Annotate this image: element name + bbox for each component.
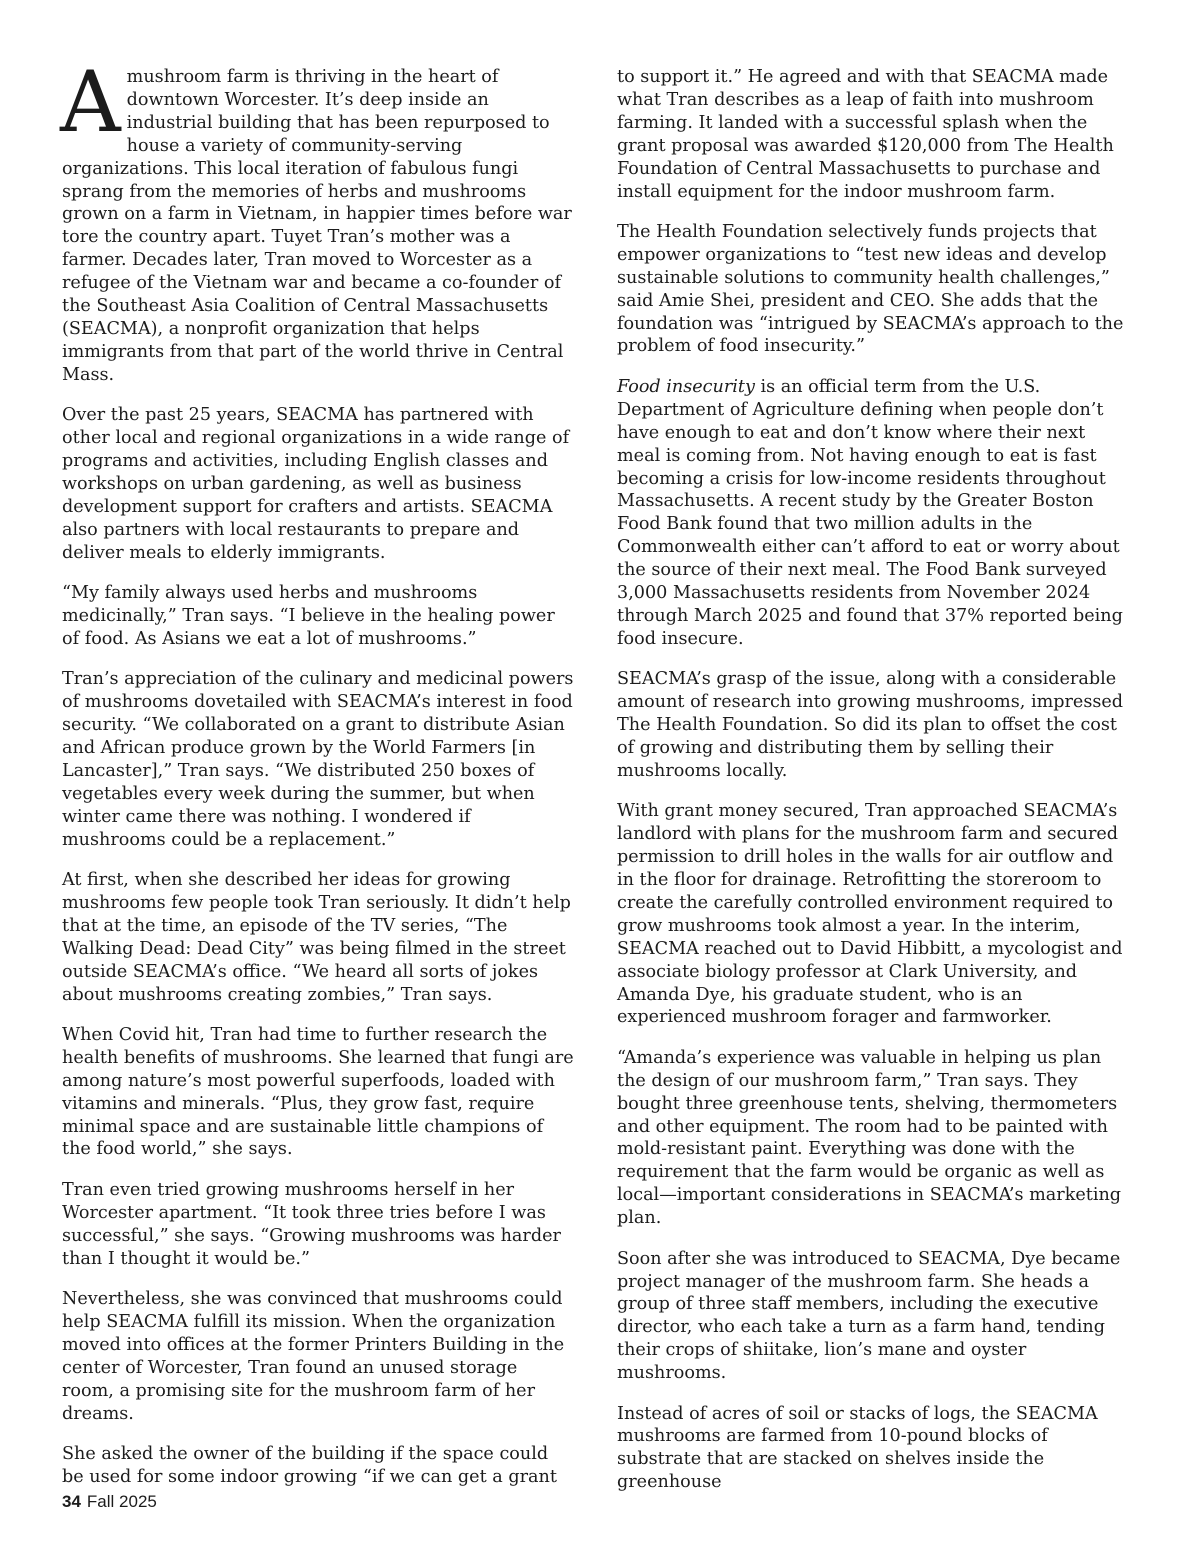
drop-cap: A: [60, 53, 121, 151]
italic-term: Food insecurity: [617, 376, 755, 397]
paragraph-text: is an official term from the U.S. Department of Agriculture defining when people don’t have enough to eat and don’t know where their next meal is coming from. Not having enough to eat is fast becoming a crisis for low-income residents throughout Massachusetts. A recent study by the Greater Boston Food Bank found that two million adults in the Commonwealth either can’t afford to eat or worry about the source of their next meal. The Food Bank surveyed 3,000 Massachusetts residents from November 2024 through March 2025 and found that 37% reported being food insecure.: [617, 376, 1123, 649]
paragraph: “Amanda’s experience was valuable in helping us plan the design of our mushroom farm,” Tran says. They bought three greenhouse tents, shelving, thermometers and other equipment. The room had to be painted with mold-resistant paint. Everything was done with the requirement that the farm would be organic as well as local—important considerations in SEACMA’s marketing plan.: [617, 1047, 1122, 1229]
paragraph: She asked the owner of the building if the space could be used for some indoor growing “if we can get a grant: [62, 1443, 557, 1487]
paragraph: SEACMA’s grasp of the issue, along with a considerable amount of research into growing mushrooms, impressed The Health Foundation. So did its plan to offset the cost of growing and distributing them by selling their mushrooms locally.: [617, 669, 1124, 781]
paragraph: Nevertheless, she was convinced that mushrooms could help SEACMA fulfill its mission. When the organization moved into offices at the former Printers Building in the center of Worcester, Tran found an unused storage room, a promising site for the mushroom farm of her dreams.: [62, 1289, 565, 1424]
paragraph: [617, 376, 1129, 651]
page-number: 34: [62, 1492, 81, 1511]
paragraph: With grant money secured, Tran approached SEACMA’s landlord with plans for the mushroom farm and secured permission to drill holes in the walls for air outflow and in the floor for drainage. Retrofitting the storeroom to create the carefully controlled environment required to grow mushrooms took almost a year. In the interim, SEACMA reached out to David Hibbitt, a mycologist and associate biology professor at Clark University, and Amanda Dye, his graduate student, who is an experienced mushroom forager and farmworker.: [617, 801, 1123, 1028]
paragraph: When Covid hit, Tran had time to further research the health benefits of mushrooms. She learned that fungi are among nature’s most powerful superfoods, loaded with vitamins and minerals. “Plus, they grow fast, require minimal space and are sustainable little champions of the food world,” she says.: [62, 1024, 574, 1160]
paragraph: Tran even tried growing mushrooms herself in her Worcester apartment. “It took three tries before I was successful,” she says. “Growing mushrooms was harder than I thought it would be.”: [62, 1179, 561, 1269]
paragraph: At first, when she described her ideas for growing mushrooms few people took Tran seriously. It didn’t help that at the time, an episode of the TV series, “The Walking Dead: Dead City” was being filmed in the street outside SEACMA’s office. “We heard all sorts of jokes about mushrooms creating zombies,” Tran says.: [62, 870, 571, 1005]
left-column: [60, 53, 574, 1506]
issue-label: Fall 2025: [86, 1492, 157, 1511]
paragraph: The Health Foundation selectively funds projects that empower organizations to “test new ideas and develop sustainable solutions to community health challenges,” said Amie Shei, president and CEO. She adds that the foundation was “intrigued by SEACMA’s approach to the problem of food insecurity.”: [617, 221, 1124, 357]
paragraph: [60, 53, 574, 387]
paragraph: Over the past 25 years, SEACMA has partnered with other local and regional organizations in a wide range of programs and activities, including English classes and workshops on urban gardening, as well as business development support for crafters and artists. SEACMA also partners with local restaurants to prepare and deliver meals to elderly immigrants.: [62, 405, 570, 563]
paragraph-text: mushroom farm is thriving in the heart of downtown Worcester. It’s deep inside an industrial building that has been repurposed to house a variety of community-serving organizations. This local iteration of fabulous fungi sprang from the memories of herbs and mushrooms grown on a farm in Vietnam, in happier times before war tore the country apart. Tuyet Tran’s mother was a farmer. Decades later, Tran moved to Worcester as a refugee of the Vietnam war and became a co-founder of the Southeast Asia Coalition of Central Massachusetts (SEACMA), a nonprofit organization that helps immigrants from that part of the world thrive in Central Mass.: [62, 67, 572, 385]
paragraph: Tran’s appreciation of the culinary and medicinal powers of mushrooms dovetailed with SEACMA’s interest in food security. “We collaborated on a grant to distribute Asian and African produce grown by the World Farmers [in Lancaster],” Tran says. “We distributed 250 boxes of vegetables every week during the summer, but when winter came there was nothing. I wondered if mushrooms could be a replacement.”: [62, 669, 574, 850]
right-column: [617, 66, 1129, 1512]
page-footer: [62, 1492, 157, 1512]
paragraph: Instead of acres of soil or stacks of logs, the SEACMA mushrooms are farmed from 10-pound blocks of substrate that are stacked on shelves inside the greenhouse: [617, 1403, 1098, 1493]
paragraph: to support it.” He agreed and with that SEACMA made what Tran describes as a leap of faith into mushroom farming. It landed with a successful splash when the grant proposal was awarded $120,000 from The Health Foundation of Central Massachusetts to purchase and install equipment for the indoor mushroom farm.: [617, 67, 1114, 202]
paragraph: Soon after she was introduced to SEACMA, Dye became project manager of the mushroom farm. She heads a group of three staff members, including the executive director, who each take a turn as a farm hand, tending their crops of shiitake, lion’s mane and oyster mushrooms.: [617, 1248, 1121, 1384]
paragraph: “My family always used herbs and mushrooms medicinally,” Tran says. “I believe in the healing power of food. As Asians we eat a lot of mushrooms.”: [62, 583, 555, 649]
